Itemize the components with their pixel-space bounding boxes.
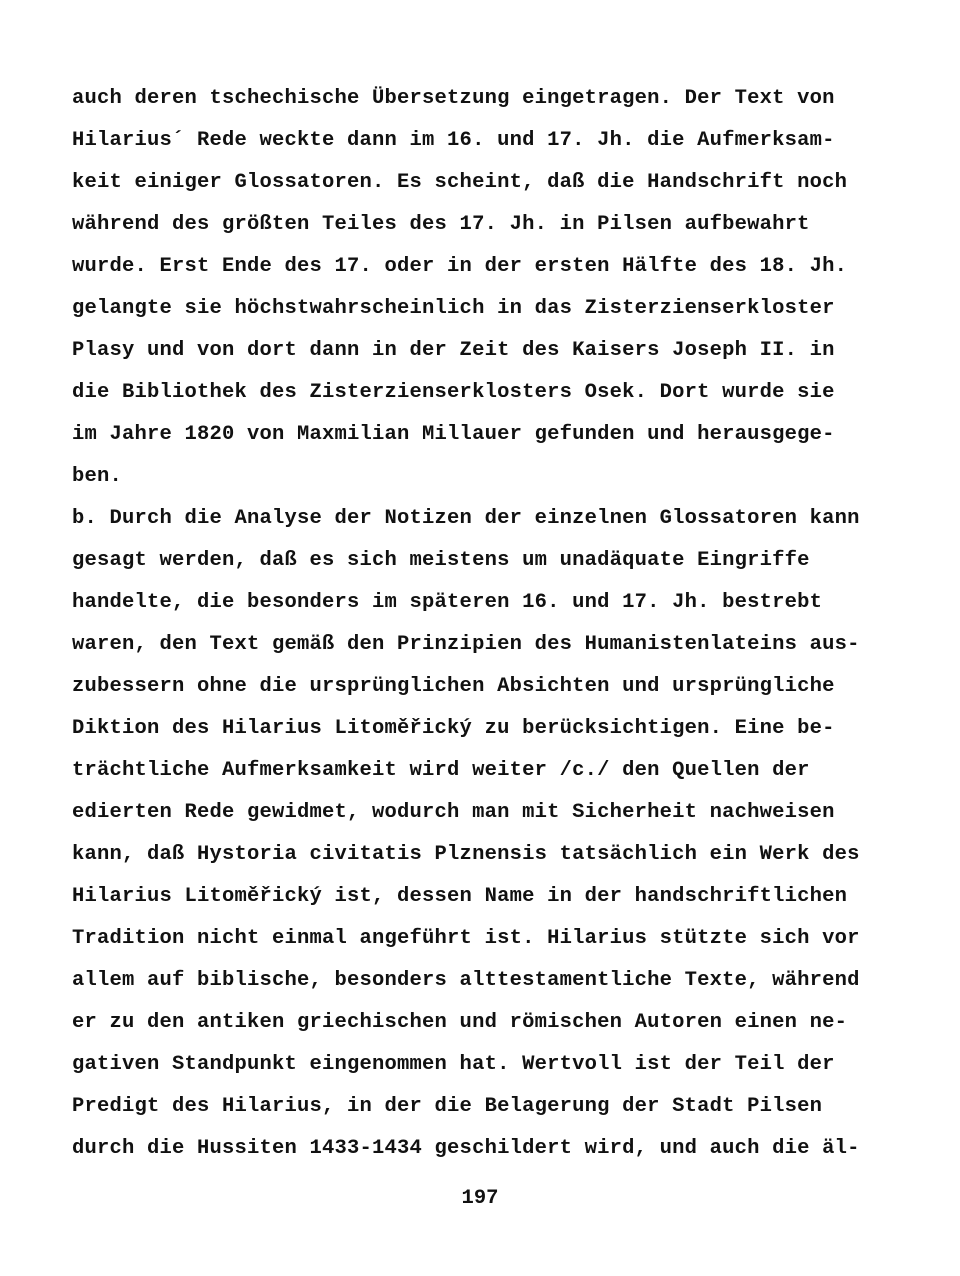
- page-number: 197: [461, 1187, 499, 1210]
- text-line: allem auf biblische, besonders alttestamentliche Texte, während: [72, 969, 860, 992]
- text-line: b. Durch die Analyse der Notizen der einzelnen Glossatoren kann: [72, 507, 860, 530]
- text-line: handelte, die besonders im späteren 16. und 17. Jh. bestrebt: [72, 591, 823, 614]
- text-line: kann, daß Hystoria civitatis Plznensis tatsächlich ein Werk des: [72, 843, 860, 866]
- text-line: auch deren tschechische Übersetzung eingetragen. Der Text von: [72, 87, 835, 110]
- text-line: wurde. Erst Ende des 17. oder in der ersten Hälfte des 18. Jh.: [72, 255, 848, 278]
- text-line: er zu den antiken griechischen und römischen Autoren einen ne-: [72, 1011, 848, 1034]
- text-line: durch die Hussiten 1433-1434 geschildert wird, und auch die äl-: [72, 1137, 860, 1160]
- text-line: die Bibliothek des Zisterzienserklosters Osek. Dort wurde sie: [72, 381, 835, 404]
- text-line: waren, den Text gemäß den Prinzipien des Humanistenlateins aus-: [72, 633, 860, 656]
- text-line: Plasy und von dort dann in der Zeit des Kaisers Joseph II. in: [72, 339, 835, 362]
- text-line: edierten Rede gewidmet, wodurch man mit Sicherheit nachweisen: [72, 801, 835, 824]
- text-line: Diktion des Hilarius Litoměřický zu berücksichtigen. Eine be-: [72, 717, 835, 740]
- text-line: Hilarius Litoměřický ist, dessen Name in der handschriftlichen: [72, 885, 848, 908]
- text-line: zubessern ohne die ursprünglichen Absichten und ursprüngliche: [72, 675, 835, 698]
- text-line: Predigt des Hilarius, in der die Belagerung der Stadt Pilsen: [72, 1095, 823, 1118]
- body-text: [72, 78, 892, 1170]
- text-line: keit einiger Glossatoren. Es scheint, daß die Handschrift noch: [72, 171, 848, 194]
- text-line: gelangte sie höchstwahrscheinlich in das Zisterzienserkloster: [72, 297, 835, 320]
- text-line: gativen Standpunkt eingenommen hat. Wertvoll ist der Teil der: [72, 1053, 835, 1076]
- text-line: während des größten Teiles des 17. Jh. in Pilsen aufbewahrt: [72, 213, 810, 236]
- text-line: ben.: [72, 465, 123, 488]
- text-line: Hilarius´ Rede weckte dann im 16. und 17. Jh. die Aufmerksam-: [72, 129, 835, 152]
- text-line: im Jahre 1820 von Maxmilian Millauer gefunden und herausgege-: [72, 423, 835, 446]
- text-line: Tradition nicht einmal angeführt ist. Hilarius stützte sich vor: [72, 927, 860, 950]
- text-line: gesagt werden, daß es sich meistens um unadäquate Eingriffe: [72, 549, 810, 572]
- text-line: trächtliche Aufmerksamkeit wird weiter /c./ den Quellen der: [72, 759, 810, 782]
